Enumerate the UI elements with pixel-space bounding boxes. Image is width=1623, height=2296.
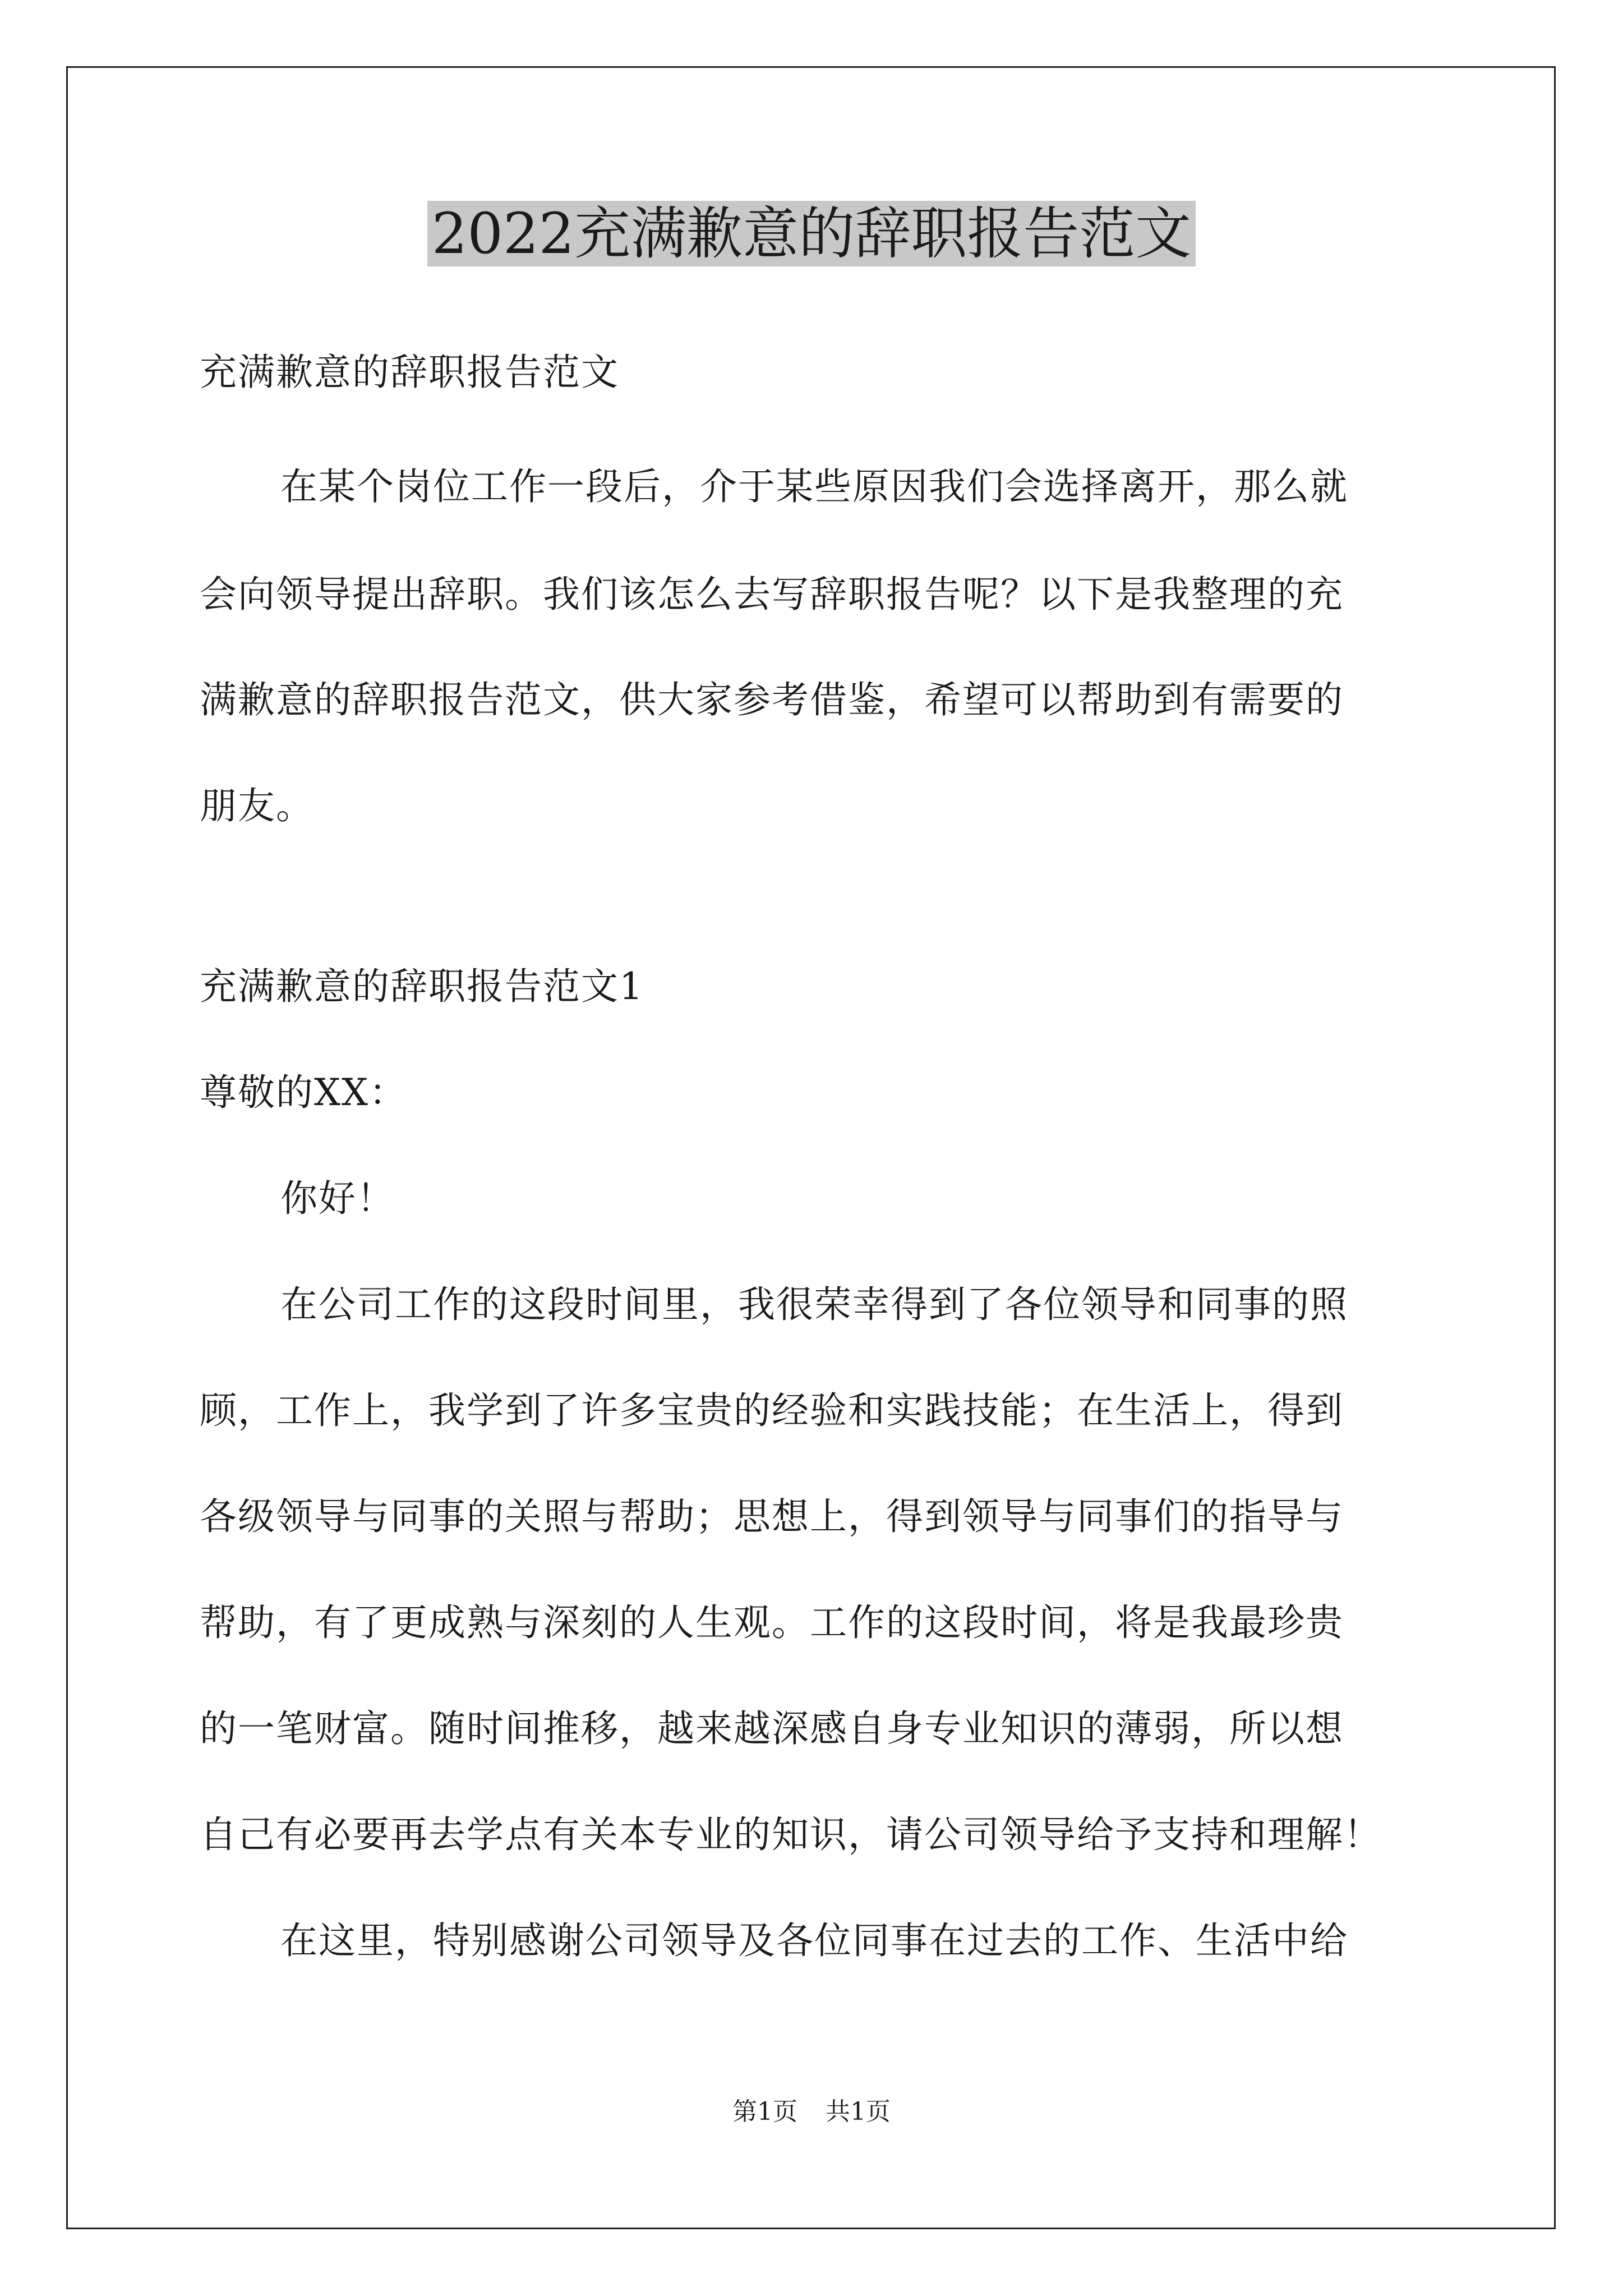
body-line: 各级领导与同事的关照与帮助；思想上，得到领导与同事们的指导与 — [200, 1495, 1344, 1538]
document-title-text: 2022充满歉意的辞职报告范文 — [427, 201, 1196, 266]
page-number-total: 共1页 — [826, 2097, 891, 2126]
salutation: 尊敬的XX： — [200, 1071, 407, 1114]
subtitle: 充满歉意的辞职报告范文 — [200, 351, 619, 394]
section-heading: 充满歉意的辞职报告范文1 — [200, 965, 644, 1008]
body-line: 的一笔财富。随时间推移，越来越深感自身专业知识的薄弱，所以想 — [200, 1707, 1344, 1750]
intro-line: 会向领导提出辞职。我们该怎么去写辞职报告呢？以下是我整理的充 — [200, 573, 1344, 616]
page-footer — [0, 2095, 1623, 2129]
body-line: 顾，工作上，我学到了许多宝贵的经验和实践技能；在生活上，得到 — [200, 1389, 1344, 1432]
greeting: 你好！ — [280, 1177, 395, 1220]
intro-line: 朋友。 — [200, 784, 314, 827]
page-number-current: 第1页 — [732, 2097, 797, 2126]
intro-line: 满歉意的辞职报告范文，供大家参考借鉴，希望可以帮助到有需要的 — [200, 678, 1344, 721]
intro-line: 在某个岗位工作一段后，介于某些原因我们会选择离开，那么就 — [280, 465, 1348, 508]
body-line: 在这里，特别感谢公司领导及各位同事在过去的工作、生活中给 — [280, 1919, 1348, 1962]
document-title — [0, 197, 1623, 270]
body-line: 在公司工作的这段时间里，我很荣幸得到了各位领导和同事的照 — [280, 1283, 1348, 1326]
body-line: 帮助，有了更成熟与深刻的人生观。工作的这段时间，将是我最珍贵 — [200, 1601, 1344, 1644]
body-line: 自己有必要再去学点有关本专业的知识，请公司领导给予支持和理解！ — [200, 1813, 1382, 1856]
